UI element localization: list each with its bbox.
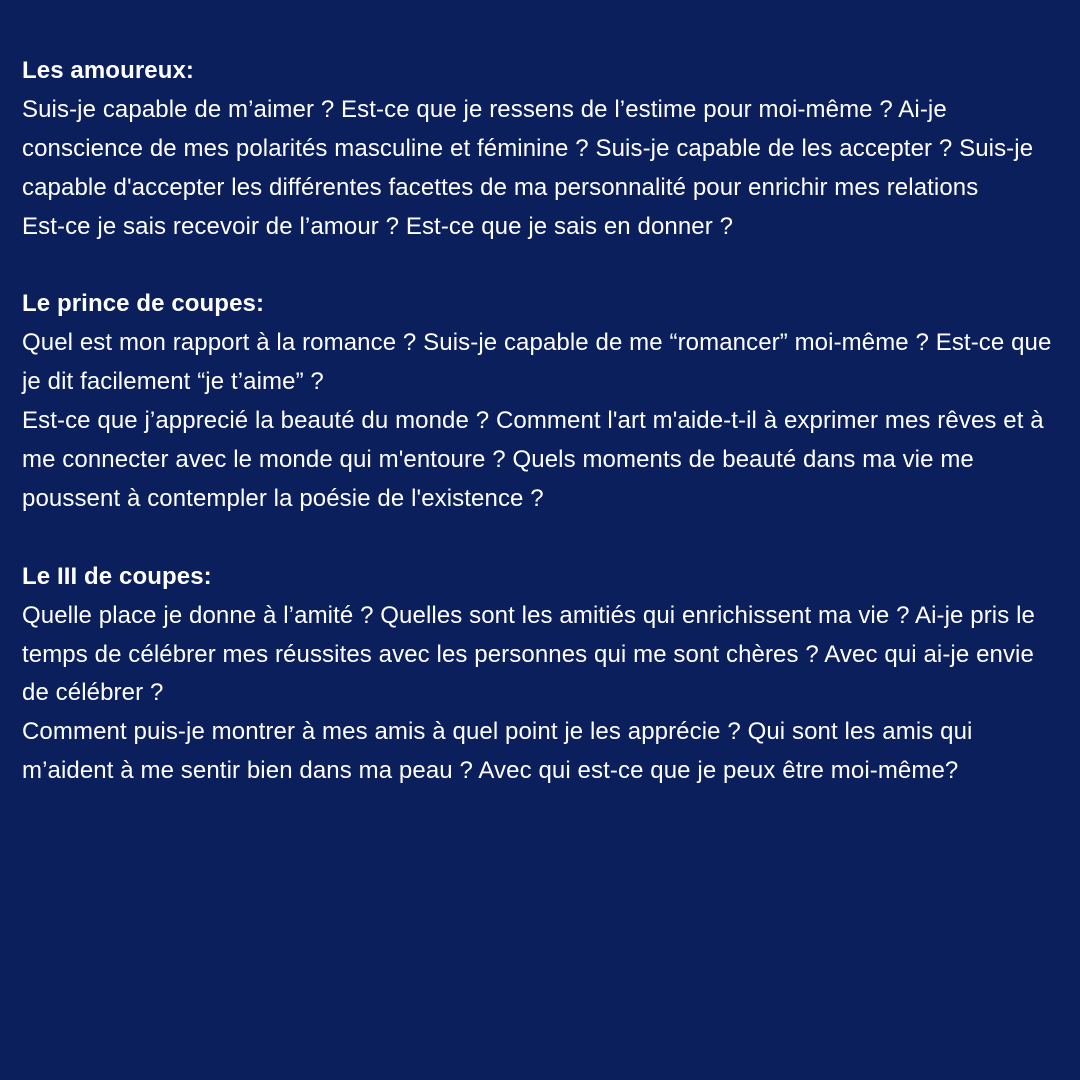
section-heading: Le III de coupes: — [22, 562, 212, 590]
section-le-iii-de-coupes — [22, 558, 1058, 791]
section-le-prince-de-coupes — [22, 285, 1058, 518]
section-paragraph: Est-ce je sais recevoir de l’amour ? Est-ce que je sais en donner ? — [22, 212, 734, 240]
section-heading: Les amoureux: — [22, 57, 195, 84]
section-les-amoureux — [22, 52, 1058, 247]
section-paragraph: Suis-je capable de m’aimer ? Est-ce que je ressens de l’estime pour moi-même ? Ai-je conscience de mes polarités masculine et féminine ? Suis-je capable de les accepter ? Suis-je capable d'accepter les différentes facettes de ma personnalité pour enrichir mes relations — [22, 95, 1034, 201]
section-paragraph: Quelle place je donne à l’amité ? Quelles sont les amitiés qui enrichissent ma vie ? Ai-je pris le temps de célébrer mes réussites avec les personnes qui me sont chères ? Avec qui ai-je envie de célébrer ? — [22, 601, 1035, 707]
section-paragraph: Est-ce que j’apprecié la beauté du monde ? Comment l'art m'aide-t-il à exprimer mes rêves et à me connecter avec le monde qui m'entoure ? Quels moments de beauté dans ma vie me poussent à contempler la poésie de l'existence ? — [22, 407, 1044, 512]
section-paragraph: Quel est mon rapport à la romance ? Suis-je capable de me “romancer” moi-même ? Est-ce que je dit facilement “je t’aime” ? — [22, 329, 1052, 396]
section-heading: Le prince de coupes: — [22, 290, 265, 318]
section-paragraph: Comment puis-je montrer à mes amis à quel point je les apprécie ? Qui sont les amis qui m’aident à me sentir bien dans ma peau ? Avec qui est-ce que je peux être moi-même? — [22, 718, 973, 785]
